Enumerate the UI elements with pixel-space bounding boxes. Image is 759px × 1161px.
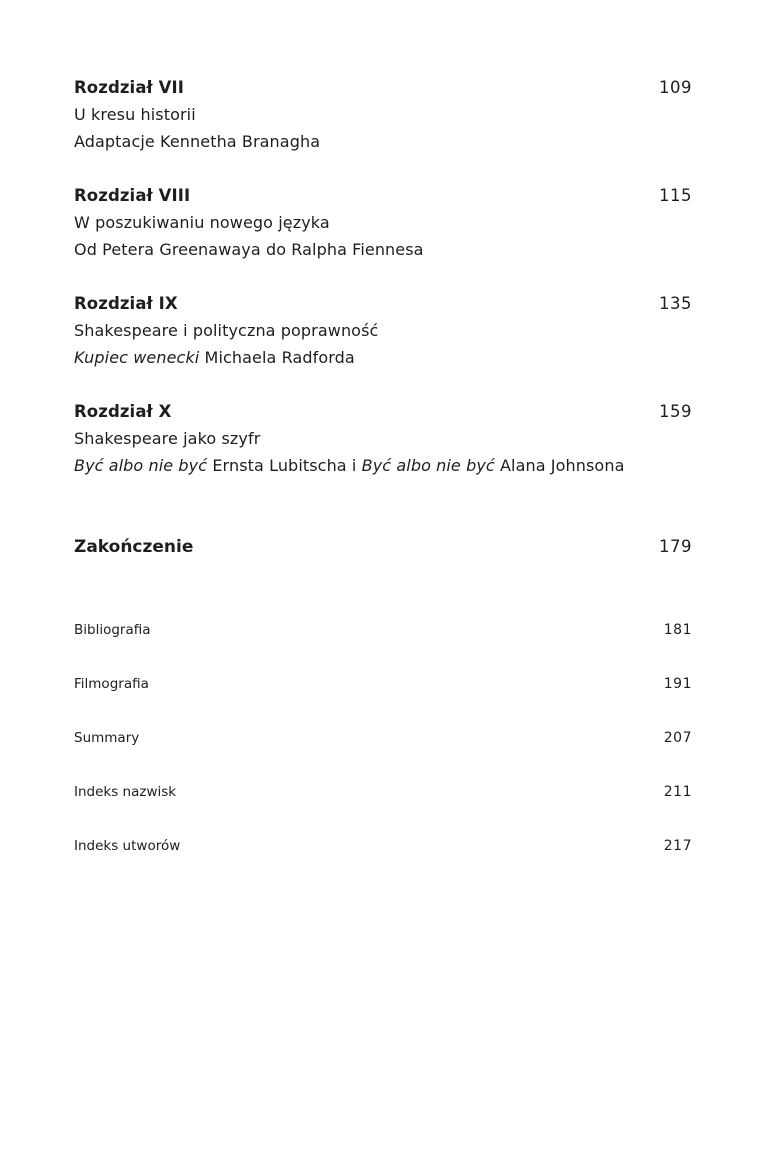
toc-entry-conclusion <box>74 535 692 559</box>
entry-title: Bibliografia <box>74 622 151 638</box>
page-number: 217 <box>663 838 692 854</box>
entry-title: Indeks nazwisk <box>74 784 177 800</box>
toc-entry-filmography <box>74 674 692 694</box>
page-number: 211 <box>663 784 692 800</box>
chapter-heading: Rozdział VIII <box>74 186 191 205</box>
chapter-subtitle: Od Petera Greenawaya do Ralpha Fiennesa <box>74 240 424 259</box>
page-number: 191 <box>663 676 692 692</box>
entry-title: Summary <box>74 730 140 746</box>
entry-title: Indeks utworów <box>74 838 181 854</box>
page-number: 115 <box>659 186 692 205</box>
toc-entry-chapter-8 <box>74 182 692 263</box>
chapter-title: Shakespeare jako szyfr <box>74 429 261 448</box>
page-number: 179 <box>659 537 692 556</box>
toc-entry-bibliography <box>74 620 692 640</box>
page-number: 135 <box>659 294 692 313</box>
work-title: Kupiec wenecki <box>74 348 200 367</box>
toc-entry-summary <box>74 728 692 748</box>
toc-entry-index-names <box>74 782 692 802</box>
chapter-subtitle: Być albo nie być Ernsta Lubitscha i Być albo nie być Alana Johnsona <box>74 456 625 475</box>
chapter-heading: Rozdział VII <box>74 78 184 97</box>
page-number: 159 <box>659 402 692 421</box>
page-number: 181 <box>663 622 692 638</box>
chapter-subtitle: Adaptacje Kennetha Branagha <box>74 132 321 151</box>
toc-entry-chapter-7 <box>74 74 692 155</box>
chapter-title: W poszukiwaniu nowego języka <box>74 213 330 232</box>
work-title: Być albo nie być <box>361 456 495 475</box>
toc-entry-index-works <box>74 836 692 856</box>
toc-entry-chapter-9 <box>74 290 692 371</box>
chapter-title: Shakespeare i polityczna poprawność <box>74 321 379 340</box>
chapter-heading: Rozdział X <box>74 402 172 421</box>
chapter-heading: Rozdział IX <box>74 294 178 313</box>
work-title: Być albo nie być <box>74 456 208 475</box>
entry-title: Filmografia <box>74 676 149 692</box>
chapter-subtitle: Kupiec wenecki Michaela Radforda <box>74 348 355 367</box>
page-number: 109 <box>659 78 692 97</box>
chapter-title: U kresu historii <box>74 105 196 124</box>
conclusion-title: Zakończenie <box>74 537 194 557</box>
toc-entry-chapter-10 <box>74 398 692 479</box>
page-number: 207 <box>663 730 692 746</box>
